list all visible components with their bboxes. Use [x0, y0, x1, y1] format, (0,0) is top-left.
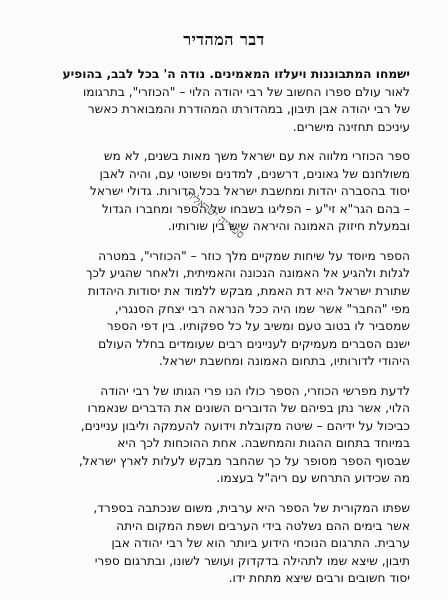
text-line: ישנם הסברים מעמיקים לעניינים רבים שעומדים בחלל העולם	[98, 336, 410, 351]
text-line: של רבי יהודה אבן תיבון, במהדורתו המהודרת והמבוארת כאשר	[87, 102, 410, 117]
text-line: שמסביר לו בטוב טעם ומשיב על כל ספקותיו. בין דפי הספר	[106, 319, 410, 334]
text-line: במיוחד בתחום ההגות והמחשבה. אחת ההוכחות לכך היא	[117, 436, 410, 451]
text-line: יסוד חשובים ורבים שיצא מתחת ידו.	[228, 571, 410, 586]
paragraph-5	[32, 500, 410, 588]
text-line: יסוד בהסברה יהדות ומחשבת ישראל בכל הדורות. גדולי ישראל	[89, 184, 410, 199]
text-line: – בהם הגר"א זי"ע – הפליגו בשבחו של הספר ומחברו הגדול	[101, 201, 410, 216]
text-line: ערבית. התרגום הנוכחי הידוע ביותר הוא של רבי יהודה אבן	[111, 536, 410, 551]
text-line: כביכול על ידיהם – שיטה מקובלת וידועה להעמקה וליבון עניינים,	[80, 418, 410, 433]
text-line: ספר הכוזרי מלווה את עם ישראל משך מאות בשנים, לא מש	[103, 149, 410, 164]
text-line: לגלות ולהגיע אל האמונה הנכונה והאמיתית, ולאחר שהגיע לכך	[85, 266, 410, 281]
document-body	[32, 66, 410, 600]
text-line: ישמחו המתבוננות ויעלזו המאמינים. נודה ה' בכל לבב, בהופיע	[62, 67, 410, 81]
text-line: משולחנם של גאונים, דרשנים, למדנים ופשוטי עם, והיה לאבן	[99, 166, 410, 181]
text-line: היהודי לדורותיו, בתחום האמונה ומחשבת ישראל.	[158, 354, 410, 369]
text-line: לאור עולם ספרו החשוב של רבי יהודה הלוי – "הכוזרי", בתרגומו	[82, 84, 410, 99]
text-line: הספר מיוסד על שיחות שמקיים מלך כוזר – "הכוזרי", במטרה	[98, 248, 410, 263]
page-title: דבר המהדיר	[183, 30, 265, 49]
paragraph-4	[32, 383, 410, 488]
text-line: מה שכידוע התרחש עם ריה"ל בעצמו.	[216, 471, 410, 486]
text-line: ובמעלת חיזוק האמונה והיראה שיש בין שורותיו.	[167, 219, 410, 234]
text-line: הלוי, אשר נתן בפיהם של הדוברים השונים את הדברים שנאמרו	[87, 401, 410, 416]
paragraph-1	[32, 66, 410, 136]
text-line: שתורת ישראל היא דת האמת, מבקש ללמוד את יסודות היהדות	[87, 284, 410, 299]
paragraph-3	[32, 248, 410, 371]
text-line: אשר בימים ההם נשלטה בידי הערבים ושפת המקום היתה	[116, 518, 410, 533]
text-line: עיניכם תחזינה מישרים.	[292, 119, 410, 134]
library-stamp: ספרייה ישראלית	[183, 187, 247, 242]
text-line: שפתו המקורית של הספר היא ערבית, משום שנכתבה בספרד,	[93, 501, 410, 516]
text-line: שבסוף הספר מסופר על כך שהחבר מבקש לעלות לארץ ישראל,	[78, 453, 410, 468]
text-line: לדעת מפרשי הכוזרי, הספר כולו הנו פרי הגותו של רבי יהודה	[100, 383, 410, 398]
text-line: מפי "החבר" אשר שמו היה ככל הנראה רבי יצחק הסנגרי,	[114, 301, 410, 316]
text-line: תיבון, שיצא שמו לתהילה בדקדוק ועושר לשונו, ובתרגום ספרי	[94, 553, 410, 568]
